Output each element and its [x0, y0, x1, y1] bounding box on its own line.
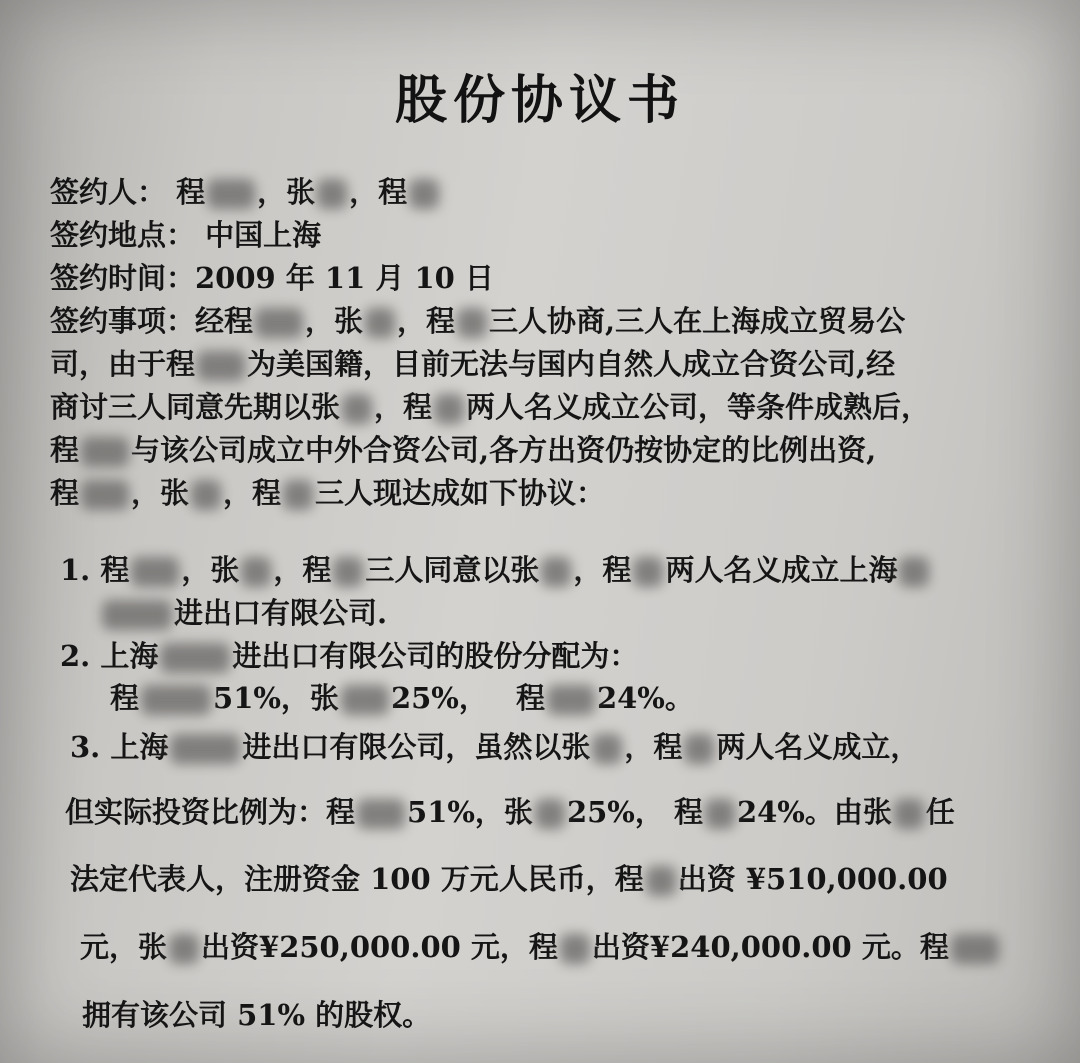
redacted-name: [341, 685, 389, 715]
redacted-name: [547, 685, 595, 715]
redacted-name: [357, 799, 405, 829]
redacted-name: [170, 734, 240, 764]
matter-line: 程 ，张 ，程 三人现达成如下协议：: [50, 476, 606, 510]
redacted-name: [141, 685, 211, 715]
redacted-name: [434, 394, 464, 424]
clause-3-line: 但实际投资比例为：程 51%，张 25%， 程 24%。由张 任: [65, 795, 955, 829]
redacted-name: [646, 866, 676, 896]
redacted-name: [102, 600, 172, 630]
redacted-name: [207, 179, 255, 209]
redacted-name: [283, 480, 313, 510]
clause-3-line: 法定代表人，注册资金 100 万元人民币，程 出资 ¥510,000.00: [70, 862, 948, 896]
clause-3-line: 3. 上海 进出口有限公司，虽然以张 ，程 两人名义成立，: [70, 730, 920, 764]
time-line: 签约时间：2009 年 11 月 10 日: [50, 261, 494, 295]
redacted-name: [951, 934, 999, 964]
redacted-name: [191, 480, 221, 510]
clause-3-line: 拥有该公司 51% 的股权。: [82, 998, 432, 1032]
redacted-name: [409, 179, 439, 209]
redacted-name: [894, 799, 924, 829]
clause-1-line: 1. 程 ，张 ，程 三人同意以张 ，程 两人名义成立上海: [60, 548, 931, 589]
redacted-name: [365, 308, 395, 338]
redacted-name: [633, 557, 663, 587]
redacted-name: [535, 799, 565, 829]
redacted-name: [81, 480, 129, 510]
signatories-line: 签约人： 程 ，张 ，程: [50, 170, 441, 211]
redacted-name: [241, 557, 271, 587]
redacted-name: [342, 394, 372, 424]
redacted-name: [560, 934, 590, 964]
place-line: 签约地点： 中国上海: [50, 218, 322, 252]
redacted-name: [541, 557, 571, 587]
document-title: 股份协议书: [394, 70, 685, 131]
clause-3-line: 元，张 出资¥250,000.00 元，程 出资¥240,000.00 元。程: [80, 925, 1001, 966]
matter-line: 程 与该公司成立中外合资公司,各方出资仍按协定的比例出资,: [50, 433, 877, 467]
matter-line: 签约事项：经程 ，张 ，程 三人协商,三人在上海成立贸易公: [50, 304, 906, 338]
redacted-name: [255, 308, 303, 338]
redacted-name: [131, 557, 179, 587]
matter-line: 商讨三人同意先期以张 ，程 两人名义成立公司，等条件成熟后，: [50, 390, 931, 424]
redacted-name: [169, 934, 199, 964]
redacted-name: [457, 308, 487, 338]
redacted-name: [684, 734, 714, 764]
clause-2-line: 2. 上海 进出口有限公司的股份分配为：: [60, 639, 639, 673]
matter-line: 司，由于程 为美国籍，目前无法与国内自然人成立合资公司,经: [50, 347, 896, 381]
redacted-name: [705, 799, 735, 829]
redacted-name: [197, 351, 245, 381]
redacted-name: [160, 643, 230, 673]
clause-1-line: 进出口有限公司.: [100, 591, 387, 632]
redacted-name: [592, 734, 622, 764]
redacted-name: [81, 437, 129, 467]
redacted-name: [333, 557, 363, 587]
redacted-name: [899, 557, 929, 587]
clause-2-line: 程 51%，张 25%， 程 24%。: [110, 681, 694, 715]
redacted-name: [317, 179, 347, 209]
